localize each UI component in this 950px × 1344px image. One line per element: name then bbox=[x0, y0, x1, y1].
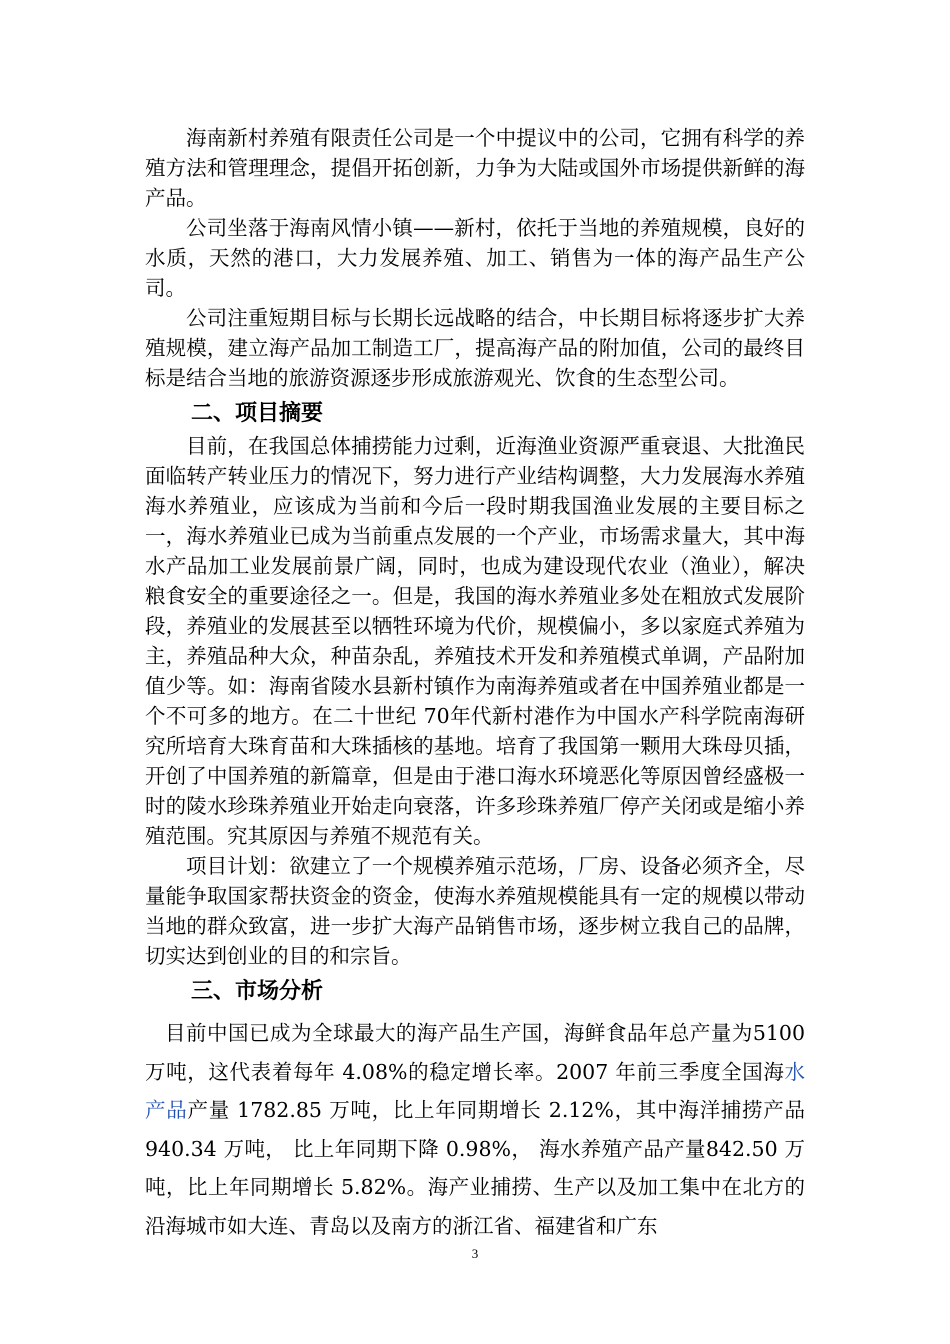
project-summary-paragraph-1: 目前，在我国总体捕捞能力过剩，近海渔业资源严重衰退、大批渔民面临转产转业压力的情况下，努力进行产业结构调整，大力发展海水养殖海水养殖业，应该成为当前和今后一段时期我国渔业发展的主要目标之一，海水养殖业已成为当前重点发展的一个产业，市场需求量大，其中海水产品加工业发展前景广阔，同时，也成为建设现代农业（渔业），解决粮食安全的重要途径之一。但是，我国的海水养殖业多处在粗放式发展阶段，养殖业的发展甚至以牺牲环境为代价，规模偏小，多以家庭式养殖为主，养殖品种大众，种苗杂乱，养殖技术开发和养殖模式单调，产品附加值少等。如：海南省陵水县新村镇作为南海养殖或者在中国养殖业都是一个不可多的地方。在二十世纪 70年代新村港作为中国水产科学院南海研究所培育大珠育苗和大珠插核的基地。培育了我国第一颗用大珠母贝插，开创了中国养殖的新篇章，但是由于港口海水环境恶化等原因曾经盛极一时的陵水珍珠养殖业开始走向衰落，许多珍珠养殖厂停产关闭或是缩小养殖范围。究其原因与养殖不规范有关。 bbox=[145, 434, 805, 848]
document-body bbox=[145, 123, 805, 1245]
page-number: 3 bbox=[471, 1246, 479, 1261]
market-text-before-link: 目前中国已成为全球最大的海产品生产国，海鲜食品年总产量为5100 万吨，这代表着每年 4.08%的稳定增长率。2007 年前三季度全国海 bbox=[145, 1021, 805, 1084]
intro-paragraph-2: 公司坐落于海南风情小镇——新村，依托于当地的养殖规模，良好的水质，天然的港口，大力发展养殖、加工、销售为一体的海产品生产公司。 bbox=[145, 216, 805, 300]
project-summary-paragraph-2: 项目计划：欲建立了一个规模养殖示范场，厂房、设备必须齐全，尽量能争取国家帮扶资金的资金，使海水养殖规模能具有一定的规模以带动当地的群众致富，进一步扩大海产品销售市场，逐步树立我自己的品牌，切实达到创业的目的和宗旨。 bbox=[145, 854, 805, 968]
section-heading-market-analysis: 三、市场分析 bbox=[191, 979, 324, 1004]
intro-paragraph-3: 公司注重短期目标与长期长远战略的结合，中长期目标将逐步扩大养殖规模，建立海产品加工制造工厂，提高海产品的附加值，公司的最终目标是结合当地的旅游资源逐步形成旅游观光、饮食的生态型公司。 bbox=[145, 306, 805, 390]
market-text-after-link: 产量 1782.85 万吨，比上年同期增长 2.12%，其中海洋捕捞产品 940.34 万吨， 比上年同期下降 0.98%， 海水养殖产品产量842.50 万吨，比上年同期增长 5.82%。海产业捕捞、生产以及加工集中在北方的沿海城市如大连、青岛以及南方的浙江省、福建省和广东 bbox=[145, 1098, 805, 1238]
aquatic-products-link[interactable]: 水产品 bbox=[145, 1059, 805, 1122]
market-analysis-paragraph bbox=[145, 1009, 805, 1245]
intro-paragraph-1: 海南新村养殖有限责任公司是一个中提议中的公司，它拥有科学的养殖方法和管理理念，提倡开拓创新，力争为大陆或国外市场提供新鲜的海产品。 bbox=[145, 126, 805, 210]
section-heading-project-summary: 二、项目摘要 bbox=[191, 401, 324, 426]
